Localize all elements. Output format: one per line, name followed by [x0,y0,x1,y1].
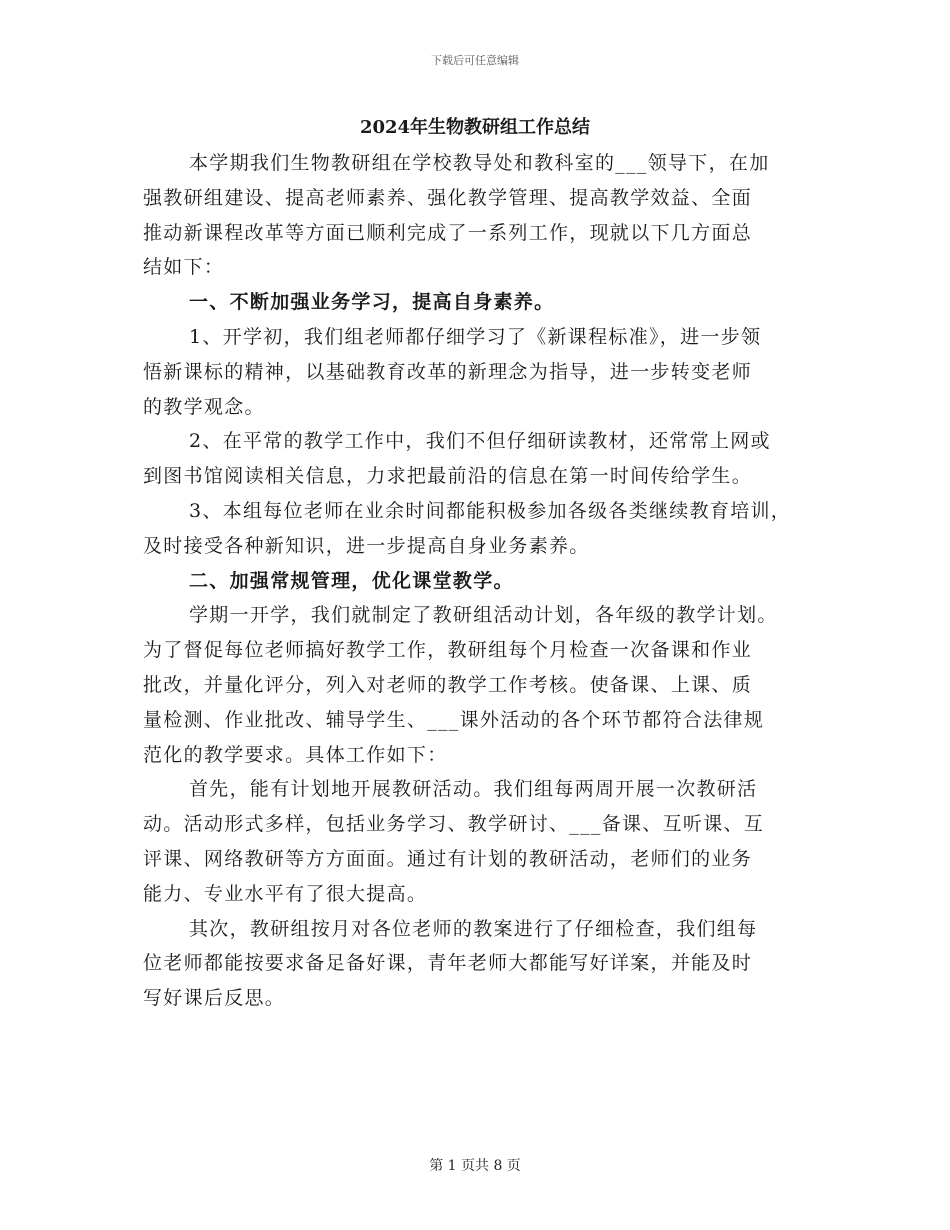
paragraph-intro: 本学期我们生物教研组在学校教导处和教科室的___领导下，在加 强教研组建设、提高老师素养、强化教学管理、提高教学效益、全面 推动新课程改革等方面已顺利完成了一系列工作，现就以下几方面总 结如下： [143,152,770,279]
paragraph-1-3: 3、本组每位老师在业余时间都能积极参加各级各类继续教育培训， 及时接受各种新知识，进一步提高自身业务素养。 [143,499,792,557]
paragraph-2-intro: 学期一开学，我们就制定了教研组活动计划，各年级的教学计划。 为了督促每位老师搞好教学工作，教研组每个月检查一次备课和作业 批改，并量化评分，列入对老师的教学工作考核。使备课、上课、质 量检测、作业批改、辅导学生、___课外活动的各个环节都符合法律规 范化的教学要求。具体工作如下： [143,604,778,766]
paragraph-2-first: 首先，能有计划地开展教研活动。我们组每两周开展一次教研活 动。活动形式多样，包括业务学习、教学研讨、___备课、互听课、互 评课、网络教研等方方面面。通过有计划的教研活动，老师们的业务 能力、专业水平有了很大提高。 [143,778,765,905]
paragraph-1-2: 2、在平常的教学工作中，我们不但仔细研读教材，还常常上网或 到图书馆阅读相关信息，力求把最前沿的信息在第一时间传给学生。 [143,430,771,488]
page-number: 第 1 页共 8 页 [429,1158,521,1174]
document-body [143,146,823,1016]
section-heading-2: 二、加强常规管理，优化课堂教学。 [189,569,514,592]
paragraph-2-second: 其次，教研组按月对各位老师的教案进行了仔细检查，我们组每 位老师都能按要求备足备好课，青年老师大都能写好详案，并能及时 写好课后反思。 [143,917,758,1010]
header-note: 下载后可任意编辑 [431,54,519,67]
document-title: 2024年生物教研组工作总结 [359,117,591,138]
paragraph-1-1: 1、开学初，我们组老师都仔细学习了《新课程标准》，进一步领 悟新课标的精神，以基础教育改革的新理念为指导，进一步转变老师 的教学观念。 [143,325,762,418]
section-heading-1: 一、不断加强业务学习，提高自身素养。 [189,291,555,314]
